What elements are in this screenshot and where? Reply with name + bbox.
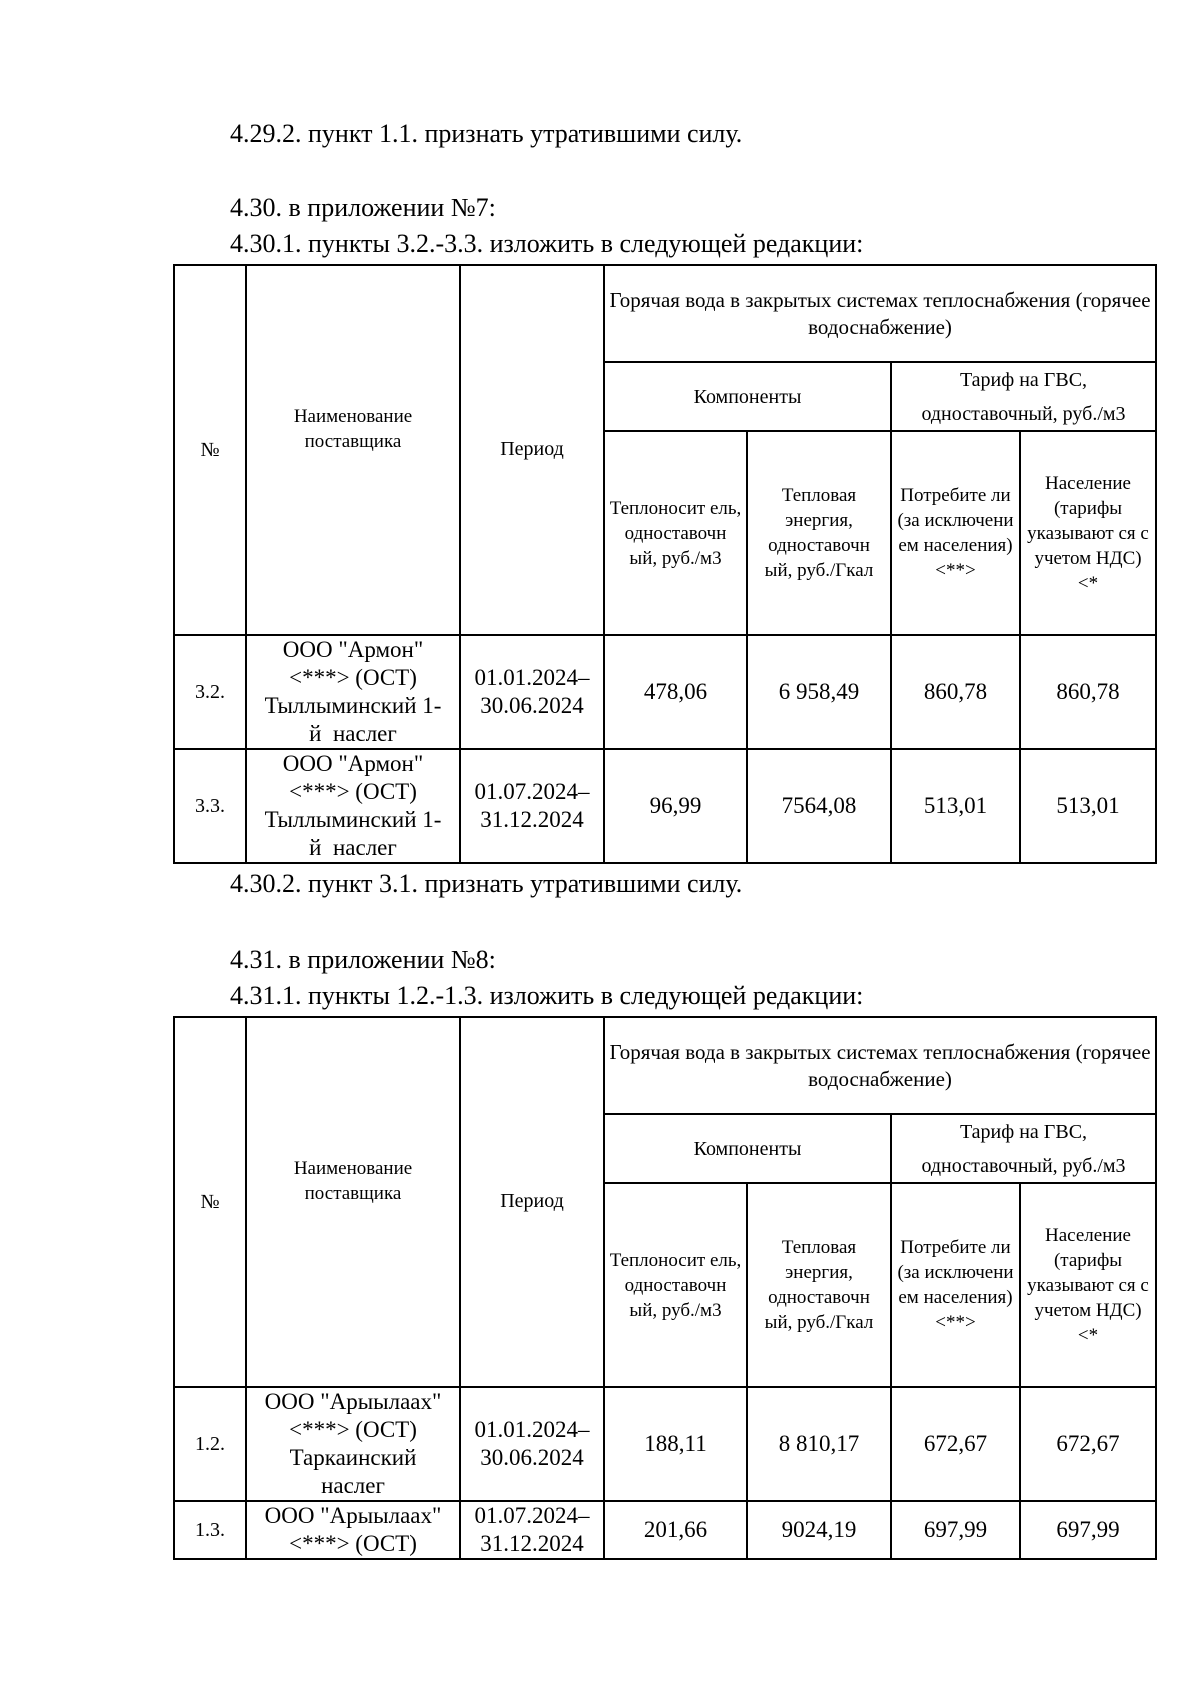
- paragraph-4-30-1: 4.30.1. пункты 3.2.-3.3. изложить в следующей редакции:: [230, 229, 864, 258]
- period-start: 01.01.2024–: [474, 1417, 590, 1442]
- header-components: Компоненты: [604, 1114, 891, 1183]
- header-tariff-line2: одноставочный, руб./м3: [921, 1154, 1126, 1177]
- header-heat-energy: Тепловая энергия, одноставочн ый, руб./Гкал: [747, 1183, 891, 1387]
- row-heat-carrier: 478,06: [604, 635, 747, 749]
- row-heat-energy: 6 958,49: [747, 635, 891, 749]
- row-consumers: 513,01: [891, 749, 1020, 863]
- row-heat-carrier: 96,99: [604, 749, 747, 863]
- supplier-line: <***> (ОСТ): [289, 779, 417, 804]
- period-start: 01.07.2024–: [474, 779, 590, 804]
- period-end: 31.12.2024: [480, 1531, 584, 1556]
- row-consumers: 672,67: [891, 1387, 1020, 1501]
- paragraph-4-31: 4.31. в приложении №8:: [230, 945, 496, 974]
- row-period: [460, 1387, 604, 1501]
- header-consumers: Потребите ли (за исключени ем населения) <**>: [891, 1183, 1020, 1387]
- header-supplier-name: Наименование поставщика: [246, 265, 460, 635]
- row-heat-energy: 9024,19: [747, 1501, 891, 1559]
- header-hot-water-group: Горячая вода в закрытых системах теплоснабжения (горячее водоснабжение): [604, 1017, 1156, 1114]
- row-period: [460, 749, 604, 863]
- paragraph-4-30-2: 4.30.2. пункт 3.1. признать утратившими силу.: [230, 869, 743, 898]
- header-supplier-name: Наименование поставщика: [246, 1017, 460, 1387]
- row-heat-energy: 8 810,17: [747, 1387, 891, 1501]
- supplier-line: <***> (ОСТ): [289, 1531, 417, 1556]
- header-population: Население (тарифы указывают ся с учетом НДС) <*: [1020, 1183, 1156, 1387]
- row-number: 1.2.: [174, 1387, 246, 1501]
- header-period: Период: [460, 265, 604, 635]
- row-number: 1.3.: [174, 1501, 246, 1559]
- table-row: [174, 1387, 1156, 1501]
- supplier-line: ООО "Арыылаах": [264, 1389, 442, 1414]
- supplier-line: ООО "Армон": [282, 751, 424, 776]
- period-end: 31.12.2024: [480, 807, 584, 832]
- header-population: Население (тарифы указывают ся с учетом НДС) <*: [1020, 431, 1156, 635]
- row-supplier: [246, 749, 460, 863]
- header-tariff-gvs: [891, 362, 1156, 431]
- supplier-line: ООО "Арыылаах": [264, 1503, 442, 1528]
- header-hot-water-group: Горячая вода в закрытых системах теплоснабжения (горячее водоснабжение): [604, 265, 1156, 362]
- period-end: 30.06.2024: [480, 1445, 584, 1470]
- row-supplier: [246, 635, 460, 749]
- table-row: [174, 749, 1156, 863]
- row-period: [460, 635, 604, 749]
- supplier-line: й наслег: [309, 835, 397, 860]
- supplier-line: Тыллыминский 1-: [264, 807, 442, 832]
- header-number: №: [174, 1017, 246, 1387]
- row-number: 3.2.: [174, 635, 246, 749]
- row-population: 513,01: [1020, 749, 1156, 863]
- header-tariff-line2: одноставочный, руб./м3: [921, 402, 1126, 425]
- period-end: 30.06.2024: [480, 693, 584, 718]
- supplier-line: наслег: [321, 1473, 385, 1498]
- row-consumers: 697,99: [891, 1501, 1020, 1559]
- supplier-line: Тыллыминский 1-: [264, 693, 442, 718]
- header-components: Компоненты: [604, 362, 891, 431]
- tariff-table-annex-7: [173, 264, 1157, 864]
- row-number: 3.3.: [174, 749, 246, 863]
- header-heat-energy: Тепловая энергия, одноставочн ый, руб./Гкал: [747, 431, 891, 635]
- supplier-line: й наслег: [309, 721, 397, 746]
- header-tariff-line1: Тариф на ГВС,: [959, 1120, 1088, 1143]
- paragraph-4-31-1: 4.31.1. пункты 1.2.-1.3. изложить в следующей редакции:: [230, 981, 864, 1010]
- row-period: [460, 1501, 604, 1559]
- period-start: 01.07.2024–: [474, 1503, 590, 1528]
- paragraph-4-30: 4.30. в приложении №7:: [230, 193, 496, 222]
- row-supplier: [246, 1501, 460, 1559]
- supplier-line: Таркаинский: [289, 1445, 417, 1470]
- header-heat-carrier: Теплоносит ель, одноставочн ый, руб./м3: [604, 431, 747, 635]
- period-start: 01.01.2024–: [474, 665, 590, 690]
- header-consumers: Потребите ли (за исключени ем населения) <**>: [891, 431, 1020, 635]
- table-row: [174, 635, 1156, 749]
- table-row: [174, 1501, 1156, 1559]
- row-heat-carrier: 201,66: [604, 1501, 747, 1559]
- supplier-line: ООО "Армон": [282, 637, 424, 662]
- row-heat-energy: 7564,08: [747, 749, 891, 863]
- row-supplier: [246, 1387, 460, 1501]
- row-population: 697,99: [1020, 1501, 1156, 1559]
- header-tariff-gvs: [891, 1114, 1156, 1183]
- header-number: №: [174, 265, 246, 635]
- header-tariff-line1: Тариф на ГВС,: [959, 368, 1088, 391]
- header-heat-carrier: Теплоносит ель, одноставочн ый, руб./м3: [604, 1183, 747, 1387]
- tariff-table-annex-8: [173, 1016, 1157, 1560]
- row-population: 672,67: [1020, 1387, 1156, 1501]
- row-population: 860,78: [1020, 635, 1156, 749]
- paragraph-4-29-2: 4.29.2. пункт 1.1. признать утратившими силу.: [230, 119, 743, 148]
- row-heat-carrier: 188,11: [604, 1387, 747, 1501]
- row-consumers: 860,78: [891, 635, 1020, 749]
- header-period: Период: [460, 1017, 604, 1387]
- supplier-line: <***> (ОСТ): [289, 665, 417, 690]
- supplier-line: <***> (ОСТ): [289, 1417, 417, 1442]
